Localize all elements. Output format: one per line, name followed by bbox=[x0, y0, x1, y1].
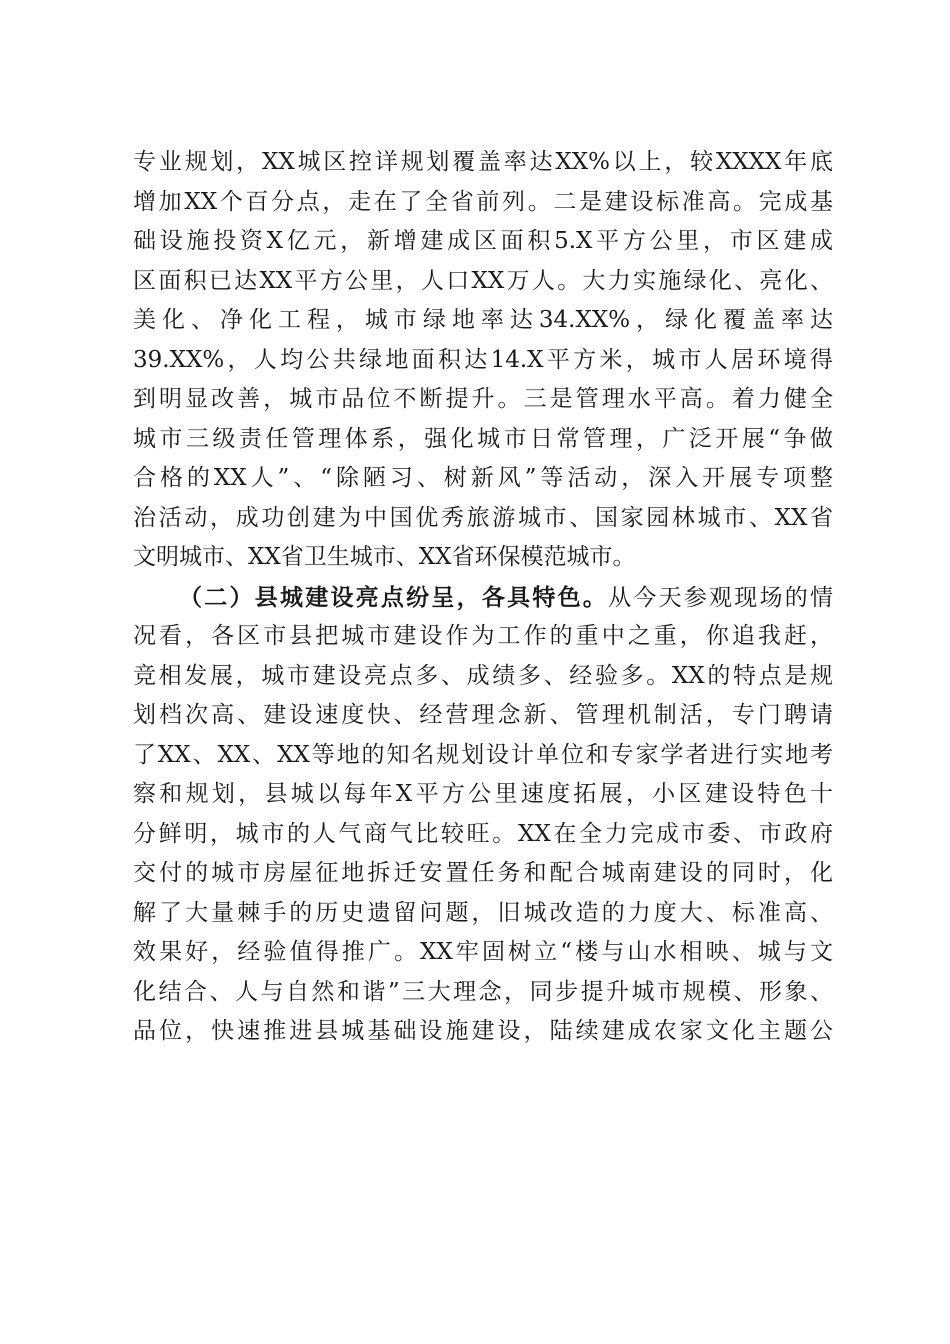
paragraph-2-first-line-text: 从今天参观现场的情 bbox=[608, 584, 834, 611]
paragraph-2-line: 察和规划，县城以每年X平方公里速度拓展，小区建设特色十 bbox=[133, 781, 833, 807]
paragraph-2-line: 品位，快速推进县城基础设施建设，陆续建成农家文化主题公 bbox=[133, 1018, 833, 1044]
paragraph-1-line: 到明显改善，城市品位不断提升。三是管理水平高。着力健全 bbox=[133, 386, 833, 412]
paragraph-1-line: 治活动，成功创建为中国优秀旅游城市、国家园林城市、XX省 bbox=[133, 504, 833, 531]
paragraph-1-line: 增加XX个百分点，走在了全省前列。二是建设标准高。完成基 bbox=[133, 188, 833, 215]
paragraph-2-line: 了XX、XX、XX等地的知名规划设计单位和专家学者进行实地考 bbox=[133, 741, 833, 768]
paragraph-1-line: 础设施投资X亿元，新增建成区面积5.X平方公里，市区建成 bbox=[133, 228, 833, 254]
paragraph-1-line: 合格的XX人”、“除陋习、树新风”等活动，深入开展专项整 bbox=[133, 465, 833, 491]
paragraph-1-line: 美化、净化工程，城市绿地率达34.XX%，绿化覆盖率达 bbox=[133, 307, 833, 333]
paragraph-2-line: 化结合、人与自然和谐”三大理念，同步提升城市规模、形象、 bbox=[133, 978, 833, 1005]
paragraph-2-line: 划档次高、建设速度快、经营理念新、管理机制活，专门聘请 bbox=[133, 702, 833, 728]
paragraph-1-line: 39.XX%，人均公共绿地面积达14.X平方米，城市人居环境得 bbox=[133, 346, 833, 373]
paragraph-2-line: 效果好，经验值得推广。XX牢固树立“楼与山水相映、城与文 bbox=[133, 939, 833, 965]
paragraph-2-line: 分鲜明，城市的人气商气比较旺。XX在全力完成市委、市政府 bbox=[133, 820, 833, 847]
section-heading: （二）县城建设亮点纷呈，各具特色。 bbox=[179, 583, 609, 611]
paragraph-2-line: 竞相发展，城市建设亮点多、成绩多、经验多。XX的特点是规 bbox=[133, 662, 833, 689]
document-body bbox=[133, 143, 833, 1052]
paragraph-1-line: 文明城市、XX省卫生城市、XX省环保模范城市。 bbox=[133, 544, 636, 570]
paragraph-1-line: 区面积已达XX平方公里，人口XX万人。大力实施绿化、亮化、 bbox=[133, 267, 833, 294]
paragraph-1-line: 专业规划，XX城区控详规划覆盖率达XX%以上，较XXXX年底 bbox=[133, 149, 833, 175]
paragraph-2-first-line bbox=[133, 578, 833, 618]
paragraph-1-line: 城市三级责任管理体系，强化城市日常管理，广泛开展“争做 bbox=[133, 425, 833, 452]
paragraph-2-line: 况看，各区市县把城市建设作为工作的重中之重，你追我赶， bbox=[133, 623, 833, 649]
paragraph-2-line: 交付的城市房屋征地拆迁安置任务和配合城南建设的同时，化 bbox=[133, 860, 833, 886]
paragraph-2-line: 解了大量棘手的历史遗留问题，旧城改造的力度大、标准高、 bbox=[133, 899, 833, 926]
